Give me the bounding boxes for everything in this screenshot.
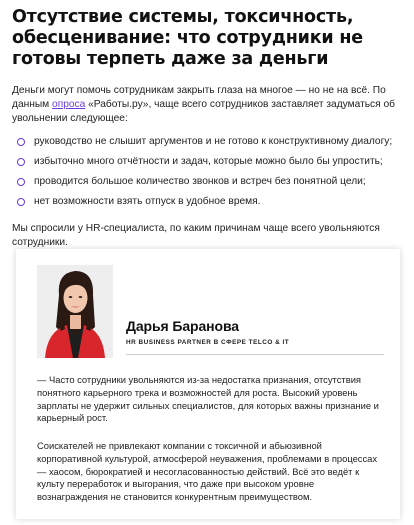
expert-photo <box>37 265 113 358</box>
list-item <box>34 155 402 169</box>
article-title: Отсутствие системы, токсичность, обесценивание: что сотрудники не готовы терпеть даже за деньги <box>12 7 363 69</box>
expert-quote-paragraph: — Часто сотрудники увольняются из-за недостатка признания, отсутствия понятного карьерного трека и возможностей для роста. Высокий уровень зарплаты не удержит сильных специалистов, для которых важны признание и карьерный рост. <box>37 374 379 424</box>
expert-name: Дарья Баранова <box>126 318 239 334</box>
intro-text-start: Деньги могут помочь сотрудникам закрыть глаза на многое — но не на всё. По данным <box>12 85 386 110</box>
list-item <box>34 175 402 189</box>
list-item <box>34 195 402 209</box>
list-item-text: нет возможности взять отпуск в удобное время. <box>34 196 261 207</box>
circle-bullet-icon <box>17 198 25 206</box>
circle-bullet-icon <box>17 178 25 186</box>
reasons-list <box>12 135 402 209</box>
list-item <box>34 135 402 149</box>
list-item-text: проводится большое количество звонков и встреч без понятной цели; <box>34 176 366 187</box>
list-item-text: избыточно много отчётности и задач, которые можно было бы упростить; <box>34 156 383 167</box>
expert-quote-paragraph: Соискателей не привлекают компании с токсичной и абьюзивной корпоративной культурой, атмосферой неуважения, проблемами в процессах — хаосом, бюрократией и несогласованностью действий. Всё это ведёт к культу переработок и выгорания, что даже при высоком уровне вознаграждения не становится конкурентным преимуществом. <box>37 440 378 503</box>
expert-role: HR BUSINESS PARTNER В СФЕРЕ TELCO & IT <box>126 339 290 346</box>
list-item-text: руководство не слышит аргументов и не готово к конструктивному диалогу; <box>34 136 393 147</box>
survey-link[interactable]: опроса <box>52 99 86 110</box>
article-intro <box>12 84 402 126</box>
circle-bullet-icon <box>17 158 25 166</box>
expert-portrait-image <box>37 265 113 358</box>
article-paragraph: Мы спросили у HR-специалиста, по каким причинам чаще всего увольняются сотрудники. <box>12 223 380 248</box>
circle-bullet-icon <box>17 138 25 146</box>
intro-text-end: «Работы.ру», чаще всего сотрудников заставляет задуматься об увольнении следующее: <box>12 99 395 124</box>
divider <box>126 354 384 355</box>
expert-quote-card <box>16 249 400 519</box>
